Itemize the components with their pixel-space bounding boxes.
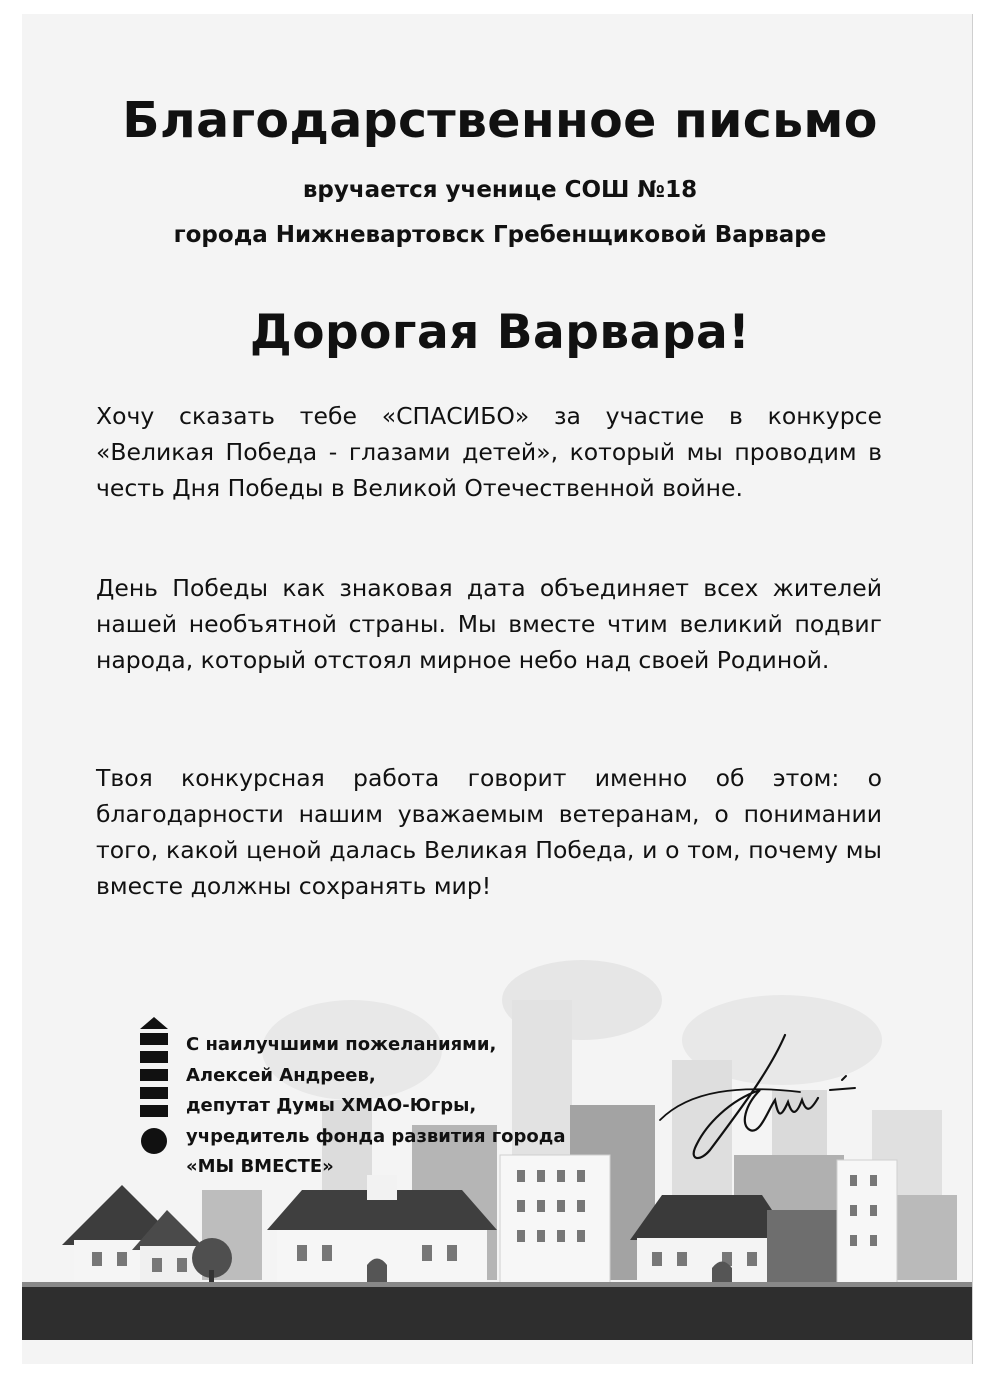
signature-line-2: Алексей Андреев,: [186, 1064, 376, 1086]
handwritten-signature: [650, 1030, 870, 1170]
letter-paragraph-2: День Победы как знаковая дата объединяет всех жителей нашей необъятной страны. Мы вместе чтим великий подвиг народа, который отстоял мирное небо над своей Родиной.: [96, 574, 882, 674]
signature-block: [186, 1030, 566, 1183]
signature-line-1: С наилучшими пожеланиями,: [186, 1034, 497, 1055]
fund-logo-icon: [136, 1015, 172, 1155]
letter-subtitle-line-1: вручается ученице СОШ №18: [302, 177, 698, 203]
letter-title: Благодарственное письмо: [122, 92, 878, 149]
signature-line-3: депутат Думы ХМАО-Югры,: [186, 1095, 477, 1116]
signature-line-5: «МЫ ВМЕСТЕ»: [186, 1156, 334, 1177]
letter-subtitle-line-2: города Нижневартовск Гребенщиковой Варваре: [173, 222, 827, 248]
signature-line-4: учредитель фонда развития города: [186, 1125, 566, 1147]
letter-paragraph-1: Хочу сказать тебе «СПАСИБО» за участие в конкурсе «Великая Победа - глазами детей», который мы проводим в честь Дня Победы в Великой Отечественной войне.: [96, 402, 882, 502]
letter-paragraph-3: Твоя конкурсная работа говорит именно об этом: о благодарности нашим уважаемым ветеранам, о понимании того, какой ценой далась Великая Победа, и о том, почему мы вместе должны сохранять мир!: [96, 764, 882, 900]
letter-greeting: Дорогая Варвара!: [249, 305, 751, 360]
